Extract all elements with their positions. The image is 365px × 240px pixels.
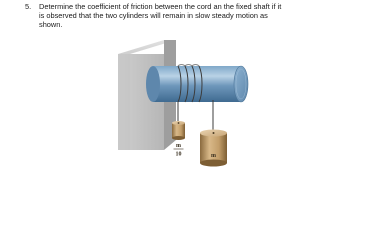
problem-text-line-1: Determine the coefficient of friction between the cord an the fixed shaft if it: [39, 2, 282, 11]
small-cylinder: [172, 121, 185, 140]
small-mass-label: [174, 143, 184, 158]
large-mass-label: m: [211, 153, 216, 159]
fixed-shaft: [146, 66, 248, 102]
large-cylinder: [200, 130, 227, 167]
small-mass-denominator: 10: [175, 151, 182, 158]
small-mass-numerator: m: [176, 143, 181, 149]
problem-text-line-2: is observed that the two cylinders will remain in slow steady motion as: [39, 11, 268, 20]
problem-number: 5.: [25, 2, 32, 11]
problem-text-line-3: shown.: [39, 20, 63, 29]
